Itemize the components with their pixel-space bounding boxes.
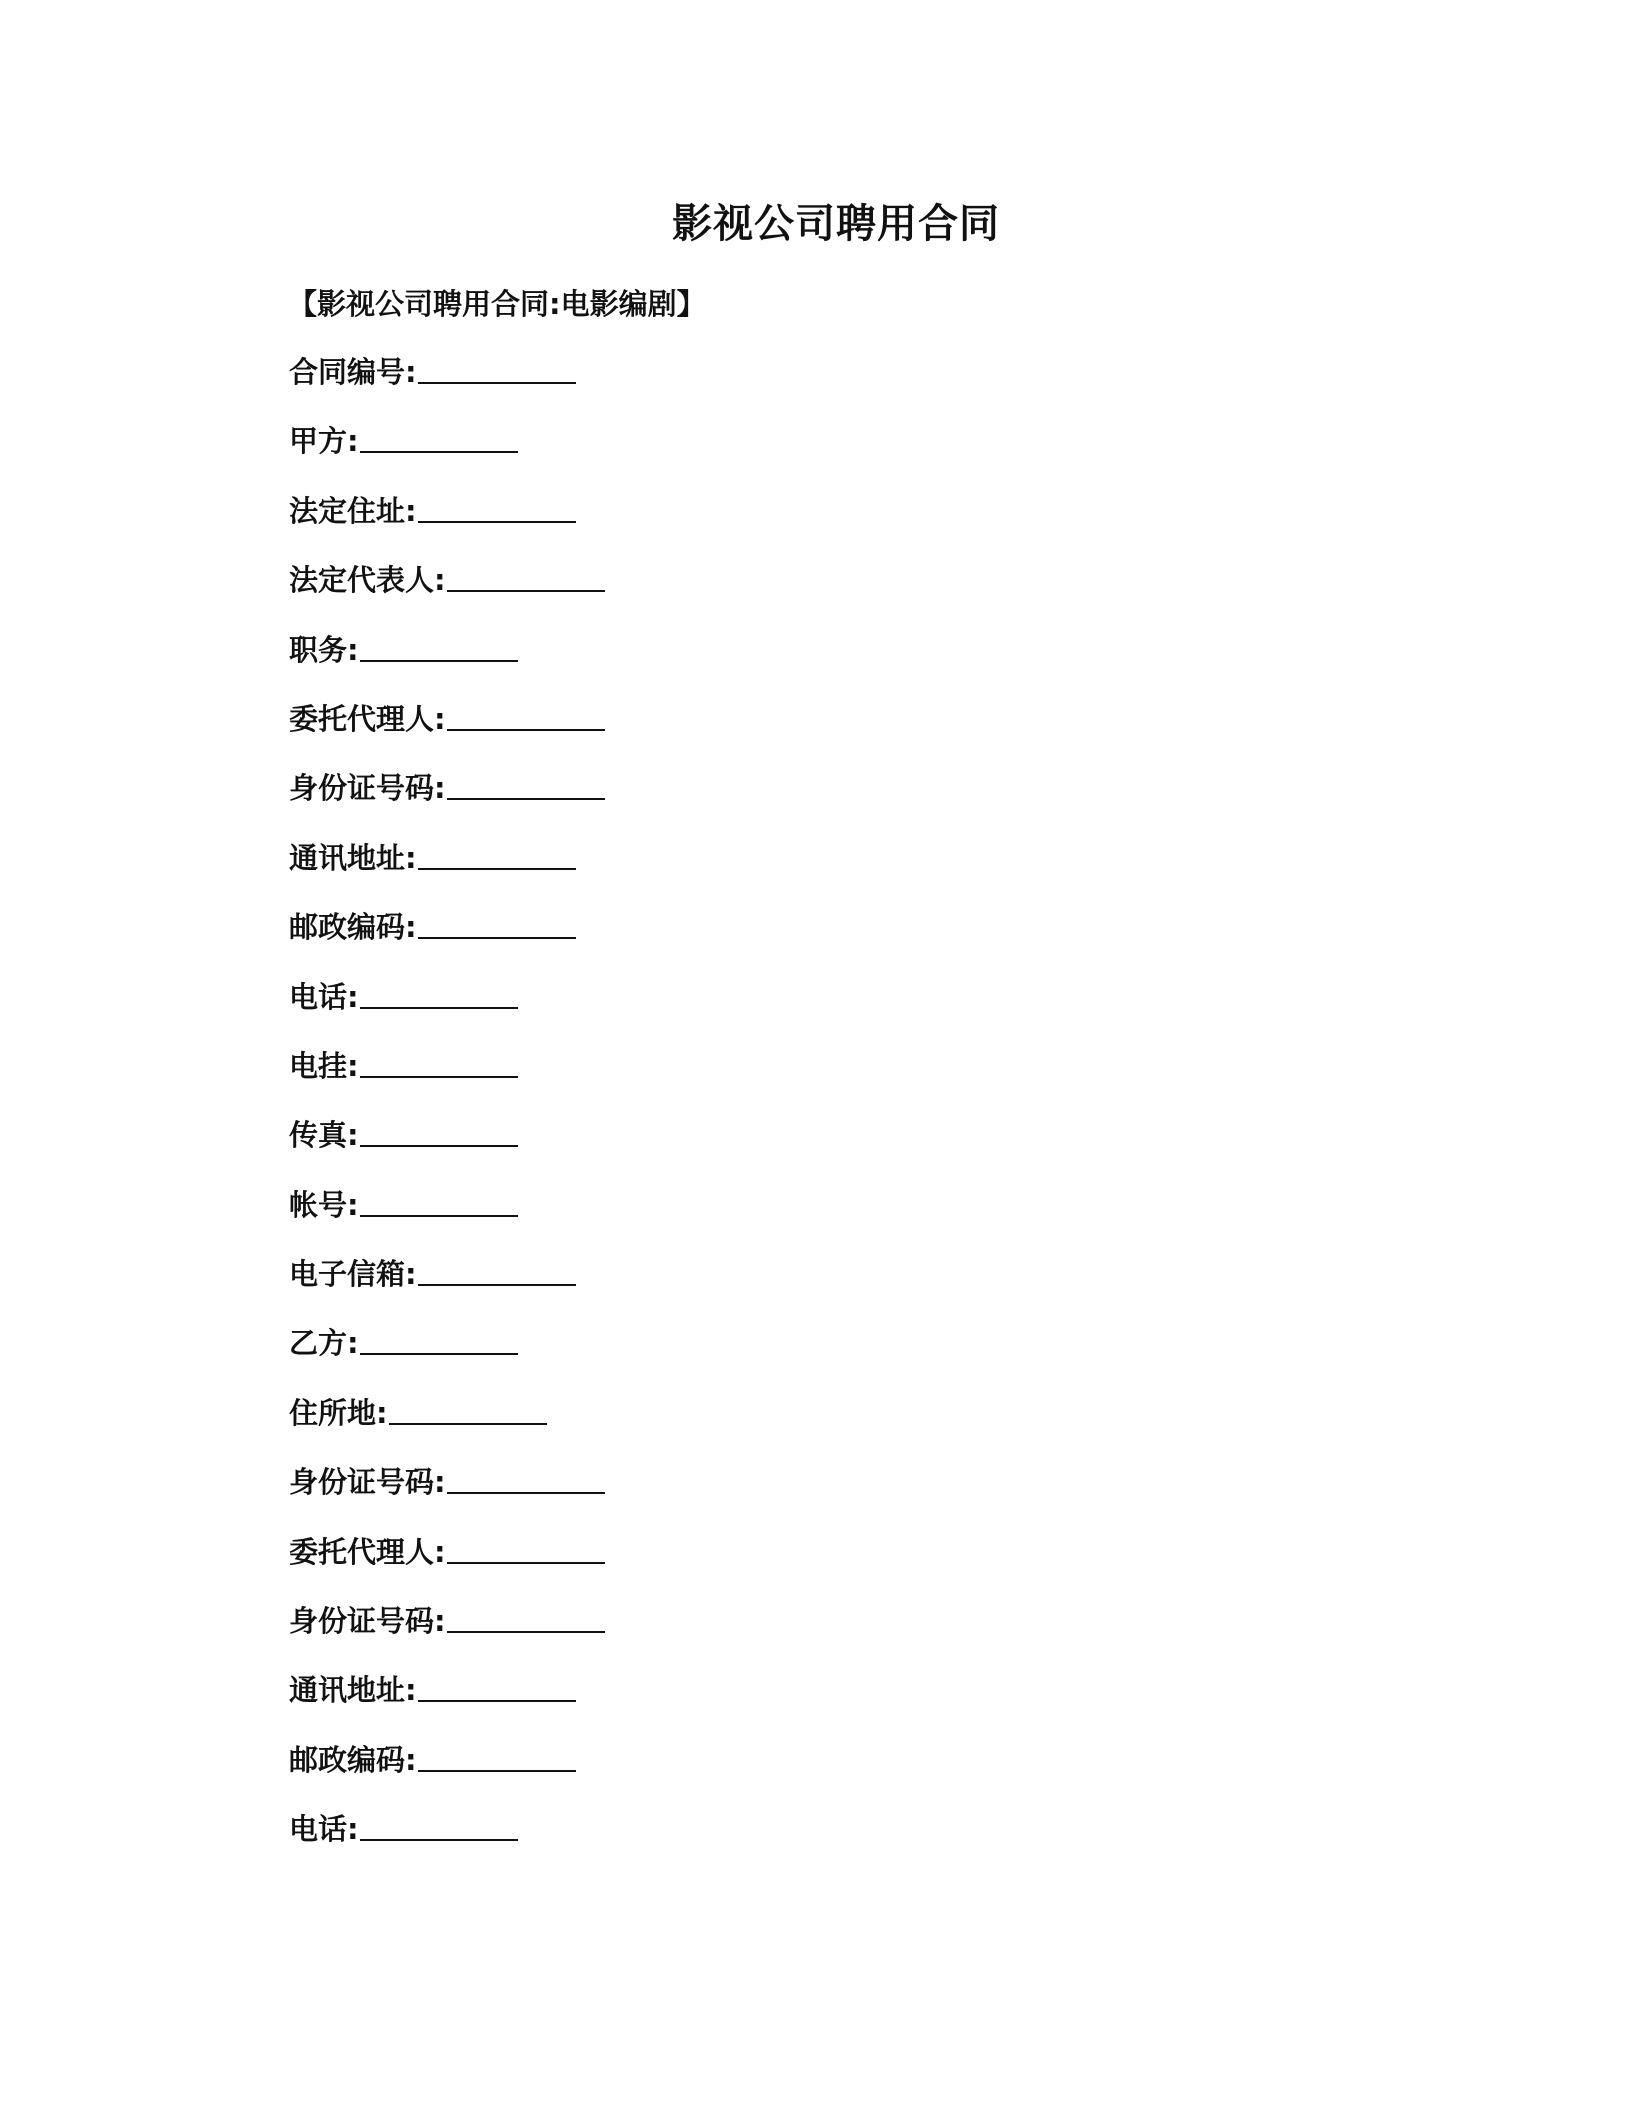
field-phone-a xyxy=(289,973,605,1042)
blank-line xyxy=(418,1736,576,1772)
field-phone-b xyxy=(289,1805,605,1874)
blank-line xyxy=(418,1666,576,1702)
field-email xyxy=(289,1250,605,1319)
field-label: 住所地: xyxy=(289,1395,388,1430)
field-agent-a xyxy=(289,695,605,764)
blank-line xyxy=(447,695,605,731)
field-label: 身份证号码: xyxy=(289,1604,446,1639)
field-label: 法定代表人: xyxy=(289,563,446,598)
document-title: 影视公司聘用合同 xyxy=(672,201,1000,247)
blank-line xyxy=(418,903,576,939)
blank-line xyxy=(360,626,518,662)
field-account xyxy=(289,1181,605,1250)
field-label: 邮政编码: xyxy=(289,910,417,945)
field-label: 身份证号码: xyxy=(289,1465,446,1500)
contract-fields xyxy=(289,348,605,1875)
blank-line xyxy=(389,1389,547,1425)
blank-line xyxy=(418,348,576,384)
field-id-number-a xyxy=(289,764,605,833)
blank-line xyxy=(360,1181,518,1217)
blank-line xyxy=(447,1458,605,1494)
field-legal-address xyxy=(289,487,605,556)
blank-line xyxy=(360,1805,518,1841)
field-label: 电话: xyxy=(289,1812,359,1847)
blank-line xyxy=(418,834,576,870)
field-residence xyxy=(289,1389,605,1458)
field-label: 通讯地址: xyxy=(289,840,417,875)
field-mailing-address-b xyxy=(289,1666,605,1735)
field-position xyxy=(289,626,605,695)
field-id-number-b-agent xyxy=(289,1597,605,1666)
field-label: 电话: xyxy=(289,979,359,1014)
field-label: 委托代理人: xyxy=(289,701,446,736)
blank-line xyxy=(360,973,518,1009)
field-mailing-address-a xyxy=(289,834,605,903)
field-label: 传真: xyxy=(289,1118,359,1153)
blank-line xyxy=(418,487,576,523)
blank-line xyxy=(447,1528,605,1564)
field-label: 甲方: xyxy=(289,424,359,459)
blank-line xyxy=(447,764,605,800)
field-legal-representative xyxy=(289,556,605,625)
field-postal-code-a xyxy=(289,903,605,972)
field-label: 法定住址: xyxy=(289,493,417,528)
field-label: 职务: xyxy=(289,632,359,667)
field-postal-code-b xyxy=(289,1736,605,1805)
blank-line xyxy=(360,417,518,453)
field-label: 电子信箱: xyxy=(289,1257,417,1292)
field-label: 邮政编码: xyxy=(289,1742,417,1777)
field-label: 通讯地址: xyxy=(289,1673,417,1708)
field-label: 电挂: xyxy=(289,1048,359,1083)
field-label: 委托代理人: xyxy=(289,1534,446,1569)
field-contract-number xyxy=(289,348,605,417)
field-party-b xyxy=(289,1319,605,1388)
field-label: 乙方: xyxy=(289,1326,359,1361)
blank-line xyxy=(360,1111,518,1147)
field-label: 身份证号码: xyxy=(289,771,446,806)
blank-line xyxy=(418,1250,576,1286)
blank-line xyxy=(360,1319,518,1355)
field-agent-b xyxy=(289,1528,605,1597)
field-label: 合同编号: xyxy=(289,355,417,389)
blank-line xyxy=(447,1597,605,1633)
field-label: 帐号: xyxy=(289,1187,359,1222)
field-fax xyxy=(289,1111,605,1180)
blank-line xyxy=(447,556,605,592)
field-id-number-b xyxy=(289,1458,605,1527)
field-telegraph xyxy=(289,1042,605,1111)
field-party-a xyxy=(289,417,605,486)
document-subtitle: 【影视公司聘用合同:电影编剧】 xyxy=(288,287,706,321)
blank-line xyxy=(360,1042,518,1078)
